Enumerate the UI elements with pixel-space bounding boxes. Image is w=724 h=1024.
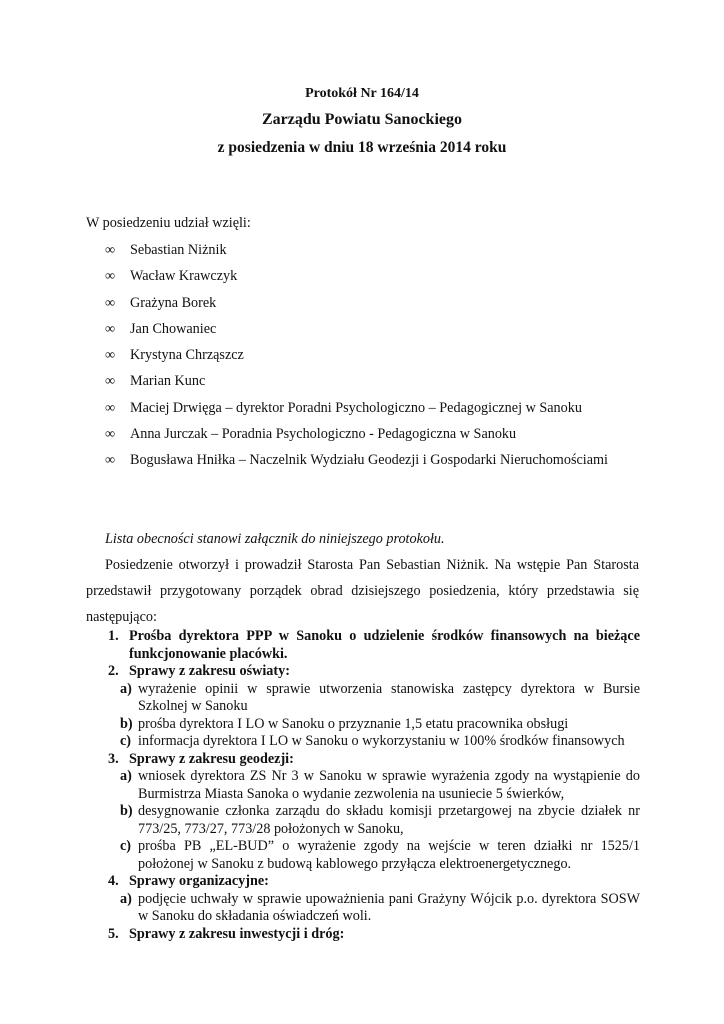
attendee-name: Marian Kunc [130,373,206,390]
agenda-subitem [108,681,640,716]
attendee-name: Grażyna Borek [130,294,217,311]
infinity-bullet-icon: ∞ [105,242,116,258]
infinity-bullet-icon: ∞ [105,268,116,285]
agenda-item-title: Sprawy organizacyjne: [129,873,269,889]
agenda-subitem-letter: a) [120,768,132,784]
agenda-subitem-text: wniosek dyrektora ZS Nr 3 w Sanoku w sprawie wyrażenia zgody na wystąpienie do Burmistrza Miasta Sanoka o wydanie zezwolenia na usuniecie 5 świerków, [138,768,640,802]
agenda-subitem-text: wyrażenie opinii w sprawie utworzenia stanowiska zastępcy dyrektora w Bursie Szkolnej w Sanoku [138,680,640,714]
attendee-name: Maciej Drwięga – dyrektor Poradni Psychologiczno – Pedagogicznej w Sanoku [130,399,582,416]
board-name: Zarządu Powiatu Sanockiego [261,111,462,128]
infinity-bullet-icon: ∞ [105,426,116,443]
attendee-item [105,293,608,319]
opening-paragraph: Posiedzenie otworzył i prowadził Starosta Pan Sebastian Niżnik. Na wstępie Pan Starosta przedstawił przygotowany porządek obrad dzisiejszego posiedzenia, który przedstawia się następująco: [86,557,639,625]
agenda-item [108,663,640,681]
infinity-bullet-icon: ∞ [105,320,116,337]
agenda-subitem-text: informacja dyrektora I LO w Sanoku o wykorzystaniu w 100% środków finansowych [138,733,625,749]
agenda-subitem [108,803,640,838]
agenda-item-title: Sprawy z zakresu geodezji: [129,750,294,767]
agenda-item-number: 4. [108,873,119,889]
agenda-subitem-text: desygnowanie członka zarządu do składu komisji przetargowej na zbycie działek nr 773/25, 773/27, 773/28 położonych w Sanoku, [138,803,640,837]
agenda-subitem [108,891,640,926]
agenda-item [108,628,640,663]
infinity-bullet-icon: ∞ [105,399,116,416]
attendee-item [105,240,608,266]
attendee-item [105,345,608,371]
attendee-name: Jan Chowaniec [130,320,217,337]
agenda-subitem-letter: c) [120,838,132,854]
infinity-bullet-icon: ∞ [105,347,116,364]
agenda-item-number: 3. [108,750,119,767]
attendee-name: Krystyna Chrząszcz [130,347,244,364]
agenda-subitem-letter: a) [120,680,132,697]
attendee-item [105,398,608,424]
agenda-item-number: 2. [108,663,119,679]
agenda-subitem [108,733,640,751]
attendee-name: Anna Jurczak – Poradnia Psychologiczno - Pedagogiczna w Sanoku [130,426,517,443]
agenda-item-number: 5. [108,925,119,942]
infinity-bullet-icon: ∞ [105,452,116,469]
attendee-name: Wacław Krawczyk [130,268,238,285]
agenda-subitem [108,716,640,734]
agenda-subitem-text: podjęcie uchwały w sprawie upoważnienia pani Grażyny Wójcik p.o. dyrektora SOSW w Sanoku do składania oświadczeń woli. [138,890,640,924]
agenda-item-title: Prośba dyrektora PPP w Sanoku o udzielenie środków finansowych na bieżące funkcjonowanie placówki. [129,628,640,662]
attendee-name: Sebastian Niżnik [130,242,227,258]
agenda-item-title: Sprawy z zakresu oświaty: [129,663,290,679]
agenda-subitem [108,768,640,803]
agenda-item [108,751,640,769]
attendee-item [105,371,608,397]
agenda-subitem [108,838,640,873]
attendance-list [105,240,608,477]
agenda-subitem-letter: a) [120,890,132,907]
attendance-note: Lista obecności stanowi załącznik do niniejszego protokołu. [105,531,445,547]
attendance-intro: W posiedzeniu udział wzięli: [86,215,251,231]
infinity-bullet-icon: ∞ [105,373,116,390]
attendee-name: Bogusława Hniłka – Naczelnik Wydziału Geodezji i Gospodarki Nieruchomościami [130,452,608,469]
agenda-subitem-text: prośba PB „EL-BUD” o wyrażenie zgody na wejście w teren działki nr 1525/1 położonej w Sanoku z budową kablowego przyłącza elektroenergetycznego. [138,838,640,872]
agenda-list [108,628,640,943]
attendee-item [105,266,608,292]
agenda-subitem-text: prośba dyrektora I LO w Sanoku o przyznanie 1,5 etatu pracownika obsługi [138,715,569,732]
meeting-date: z posiedzenia w dniu 18 września 2014 roku [217,139,507,156]
attendee-item [105,450,608,476]
protocol-number: Protokół Nr 164/14 [305,86,419,101]
infinity-bullet-icon: ∞ [105,294,116,311]
agenda-item-title: Sprawy z zakresu inwestycji i dróg: [129,925,345,942]
attendee-item [105,424,608,450]
agenda-item [108,873,640,891]
attendee-item [105,319,608,345]
agenda-subitem-letter: c) [120,733,132,749]
agenda-subitem-letter: b) [120,803,133,819]
agenda-subitem-letter: b) [120,715,133,732]
agenda-item [108,926,640,944]
agenda-item-number: 1. [108,628,119,644]
